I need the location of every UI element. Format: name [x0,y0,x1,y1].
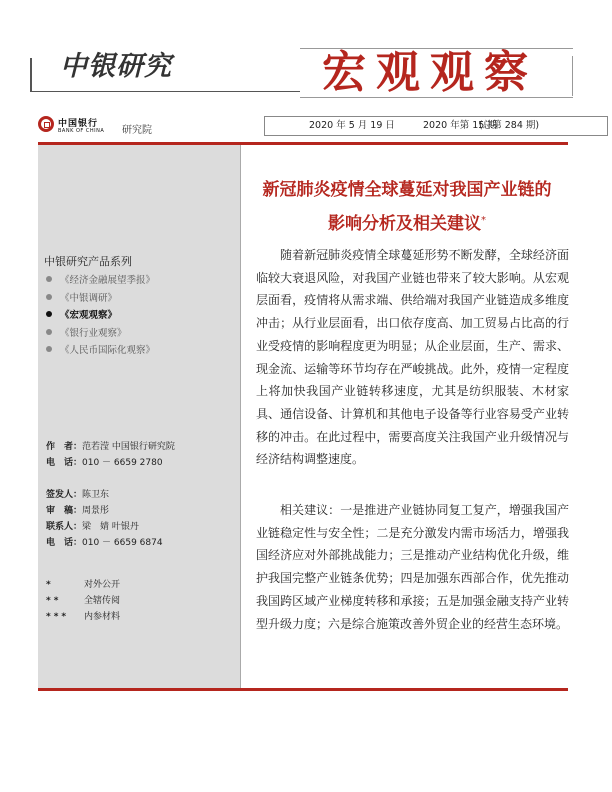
level-item: *** 内参材料 [46,612,121,622]
masthead-title-frame-edge [572,56,573,96]
author-line: 作 者：范若滢 中国银行研究院 [46,442,175,452]
bank-name-en: BANK OF CHINA [58,128,105,134]
bottom-accent-rule [38,688,568,691]
signer-line: 签发人：陈卫东 [46,490,110,500]
product-series-list [46,273,155,361]
bullet-icon [46,311,52,317]
issue-total: (总第 284 期) [479,120,540,131]
phone-line-2: 电 话：010 － 6659 6874 [46,538,163,548]
bank-of-china-logo-icon [38,116,54,132]
series-item: 《中银调研》 [46,291,155,309]
series-item-active: 《宏观观察》 [46,308,155,326]
brand-logo-text: 中银研究 [60,51,172,82]
product-series-title: 中银研究产品系列 [44,255,132,268]
issue-date: 2020 年 5 月 19 日 [309,120,395,131]
masthead-rule-vertical [30,58,32,92]
series-item: 《银行业观察》 [46,326,155,344]
issue-dateline [264,116,608,136]
bullet-icon [46,294,52,300]
issue-number: 2020 年第 15 期 [423,120,497,131]
masthead-rule-horizontal [30,91,300,92]
reviewer-value: 周景彤 [82,506,110,516]
phone-value-1: 010 － 6659 2780 [82,458,163,468]
publication-title: 宏观观察 [322,47,538,98]
author-value: 范若滢 中国银行研究院 [82,442,175,452]
signer-value: 陈卫东 [82,490,110,500]
bullet-icon [46,276,52,282]
institute-label: 研究院 [122,125,152,136]
article-title-line-1: 新冠肺炎疫情全球蔓延对我国产业链的 [262,180,552,200]
distribution-levels [46,578,120,626]
contact-line: 联系人：梁 婧 叶银丹 [46,522,139,532]
bullet-icon [46,346,52,352]
top-accent-rule [38,142,568,145]
phone-line-1: 电 话：010 － 6659 2780 [46,458,163,468]
bank-name-cn: 中国银行 [58,119,99,129]
bullet-icon [46,329,52,335]
series-item: 《经济金融展望季报》 [46,273,155,291]
phone-value-2: 010 － 6659 6874 [82,538,163,548]
level-item: ** 全辖传阅 [46,596,121,606]
level-item: * 对外公开 [46,580,121,590]
contact-value: 梁 婧 叶银丹 [82,522,139,532]
article-paragraph: 随着新冠肺炎疫情全球蔓延形势不断发酵，全球经济面临较大衰退风险，对我国产业链也带来了较大影响。从宏观层面看，疫情将从需求端、供给端对我国产业链造成多维度冲击；从行业层面看，出口依存度高、加工贸易占比高的行业受疫情的影响程度更为明显；从企业层面，生产、需求、现金流、运输等环节均存在严峻挑战。此外，疫情一定程度上将加快我国产业链转移速度，尤其是纺织服装、木材家具、通信设备、计算机和其他电子设备等行业容易受产业转移的冲击。在此过程中，需要高度关注我国产业升级情况与经济结构调整速度。 [256,248,569,467]
series-item: 《人民币国际化观察》 [46,343,155,361]
article-paragraph: 相关建议：一是推进产业链协同复工复产，增强我国产业链稳定性与安全性；二是充分激发内需市场活力，增强我国经济应对外部挑战能力；三是推动产业结构优化升级，维护我国完整产业链条优势；四是加强东西部合作，优先推动我国跨区域产业梯度转移和承接；五是加强金融支持产业转型升级力度；六是综合施策改善外贸企业的经营生态环境。 [256,503,569,631]
reviewer-line: 审 稿：周景彤 [46,506,110,516]
article-title-line-2: 影响分析及相关建议* [328,214,486,234]
footnote-mark: * [481,215,486,226]
